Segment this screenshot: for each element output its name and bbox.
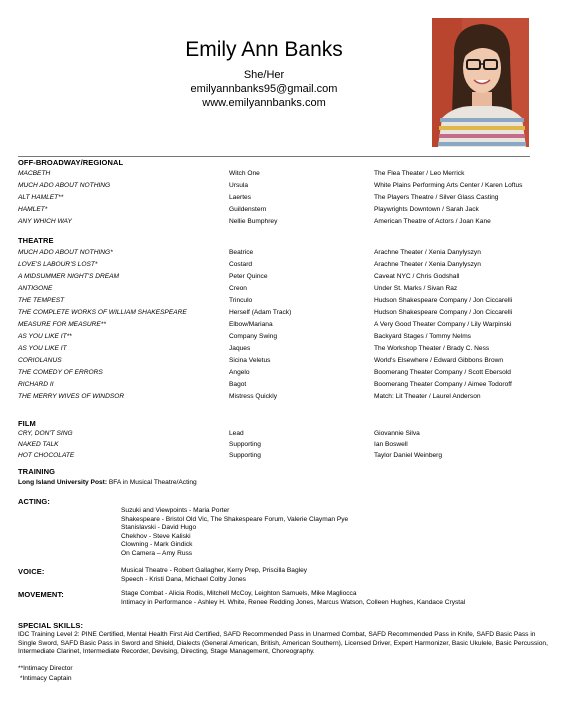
credit-role: Witch One xyxy=(229,170,260,177)
film-heading: FILM xyxy=(18,419,36,428)
credit-company: Boomerang Theater Company / Scott Ebersold xyxy=(374,369,511,376)
training-line: Suzuki and Viewpoints - Maria Porter xyxy=(121,507,230,514)
credit-company: White Plains Performing Arts Center / Karen Loftus xyxy=(374,182,523,189)
credit-role: Bagot xyxy=(229,381,247,388)
training-school xyxy=(18,479,197,486)
acting-heading: ACTING: xyxy=(18,497,50,506)
credit-title: THE COMPLETE WORKS OF WILLIAM SHAKESPEARE xyxy=(18,309,187,316)
special-skills-text: IDC Training Level 2: PINE Certified, Mental Health First Aid Certified, SAFD Recommended Pass in Unarmed Combat, SAFD Recommended Pass in Knife, SAFD Basic Pass in Single Sword, SAFD Basic Pass in Sword and Shield, Dialects (General American, British, American Southern), Licensed Driver, Expert Harmonizer, Basic Ukulele, Basic Percussion, Intermediate Clarinet, Intermediate Recorder, Devising, Directing, Stage Management, Choreography. xyxy=(18,631,548,656)
credit-row xyxy=(18,273,558,285)
credit-company: Backyard Stages / Tommy Nelms xyxy=(374,333,471,340)
movement-list xyxy=(121,590,561,607)
training-heading: TRAINING xyxy=(18,467,56,476)
credit-company: Under St. Marks / Sivan Raz xyxy=(374,285,458,292)
credit-role: Company Swing xyxy=(229,333,278,340)
credit-title: AS YOU LIKE IT** xyxy=(18,333,72,340)
credit-company: Match: Lit Theater / Laurel Anderson xyxy=(374,393,481,400)
credit-row xyxy=(18,369,558,381)
credit-role: Supporting xyxy=(229,441,261,448)
credit-title: MUCH ADO ABOUT NOTHING xyxy=(18,182,111,189)
credit-company: World's Elsewhere / Edward Gibbons Brown xyxy=(374,357,504,364)
credit-title: HOT CHOCOLATE xyxy=(18,452,75,459)
special-skills-heading: SPECIAL SKILLS: xyxy=(18,621,84,630)
credit-company: Boomerang Theater Company / Aimee Todoroff xyxy=(374,381,512,388)
credit-role: Nellie Bumphrey xyxy=(229,218,278,225)
theatre-heading: THEATRE xyxy=(18,236,54,245)
credit-company: The Workshop Theater / Brady C. Ness xyxy=(374,345,490,352)
credit-role: Peter Quince xyxy=(229,273,268,280)
credit-row xyxy=(18,393,558,405)
credit-title: THE TEMPEST xyxy=(18,297,65,304)
credit-title: ANTIGONE xyxy=(18,285,53,292)
credit-title: THE COMEDY OF ERRORS xyxy=(18,369,103,376)
credit-title: MEASURE FOR MEASURE** xyxy=(18,321,106,328)
credit-company: Taylor Daniel Weinberg xyxy=(374,452,443,459)
credit-role: Elbow/Mariana xyxy=(229,321,273,328)
credit-company: Hudson Shakespeare Company / Jon Ciccarelli xyxy=(374,297,513,304)
website[interactable]: www.emilyannbanks.com xyxy=(202,97,326,109)
credit-row xyxy=(18,333,558,345)
credit-title: CRY, DON'T SING xyxy=(18,430,73,437)
credit-role: Lead xyxy=(229,430,244,437)
training-line: Musical Theatre - Robert Gallagher, Kerry Prep, Priscilla Bagley xyxy=(121,567,308,574)
degree: BFA in Musical Theatre/Acting xyxy=(107,479,197,486)
credit-title: MACBETH xyxy=(18,170,51,177)
credit-row xyxy=(18,249,558,261)
credit-row xyxy=(18,452,558,464)
training-line: Clowning - Mark Gindick xyxy=(121,541,193,549)
credit-title: MUCH ADO ABOUT NOTHING* xyxy=(18,249,113,256)
acting-list xyxy=(121,507,551,559)
training-line: On Camera – Amy Russ xyxy=(121,549,193,557)
credit-row xyxy=(18,321,558,333)
credit-row xyxy=(18,309,558,321)
credit-title: AS YOU LIKE IT xyxy=(18,345,67,352)
credit-row xyxy=(18,285,558,297)
training-line: Chekhov - Steve Kaliski xyxy=(121,532,191,540)
credit-title: THE MERRY WIVES OF WINDSOR xyxy=(18,393,125,400)
credit-company: Playwrights Downtown / Sarah Jack xyxy=(374,206,479,213)
credit-role: Herself (Adam Track) xyxy=(229,309,292,316)
credit-role: Creon xyxy=(229,285,247,292)
credit-row xyxy=(18,206,558,218)
credit-role: Laertes xyxy=(229,194,251,201)
credit-row xyxy=(18,261,558,273)
credit-company: Hudson Shakespeare Company / Jon Ciccarelli xyxy=(374,309,513,316)
credit-title: CORIOLANUS xyxy=(18,357,62,364)
credit-row xyxy=(18,345,558,357)
school-name: Long Island University Post: xyxy=(18,479,108,486)
credit-company: Giovannie Silva xyxy=(374,430,420,437)
credit-row xyxy=(18,194,558,206)
credit-company: Ian Boswell xyxy=(374,441,408,448)
voice-heading: VOICE: xyxy=(18,567,45,576)
credit-role: Trinculo xyxy=(229,297,253,304)
credit-company: The Flea Theater / Leo Merrick xyxy=(374,170,465,177)
credit-title: A MIDSUMMER NIGHT'S DREAM xyxy=(18,273,120,280)
resume-name: Emily Ann Banks xyxy=(185,38,343,61)
off-broadway-heading: OFF-BROADWAY/REGIONAL xyxy=(18,158,124,167)
credit-row xyxy=(18,381,558,393)
credit-role: Guildenstern xyxy=(229,206,267,213)
credit-company: A Very Good Theater Company / Lily Warpinski xyxy=(374,321,512,328)
credit-row xyxy=(18,218,558,230)
footnote-intimacy-director: **Intimacy Director xyxy=(18,665,73,672)
credit-company: Arachne Theater / Xenia Danylyszyn xyxy=(374,261,481,268)
credit-company: Arachne Theater / Xenia Danylyszyn xyxy=(374,249,481,256)
training-line: Stanislavski - David Hugo xyxy=(121,524,197,532)
credit-title: NAKED TALK xyxy=(18,441,59,448)
credit-title: ANY WHICH WAY xyxy=(18,218,72,225)
credit-role: Mistress Quickly xyxy=(229,393,277,400)
headshot-photo xyxy=(432,18,529,147)
credit-role: Costard xyxy=(229,261,253,268)
credit-role: Ursula xyxy=(229,182,249,189)
training-line: Shakespeare - Bristol Old Vic, The Shakespeare Forum, Valerie Clayman Pye xyxy=(121,515,349,523)
credit-company: American Theatre of Actors / Joan Kane xyxy=(374,218,491,225)
training-line: Intimacy in Performance - Ashley H. White, Renee Redding Jones, Marcus Watson, Colleen Hughes, Kandace Crystal xyxy=(121,598,466,606)
footnote-intimacy-captain: *Intimacy Captain xyxy=(18,675,72,682)
credit-title: HAMLET* xyxy=(18,206,48,213)
email[interactable]: emilyannbanks95@gmail.com xyxy=(190,83,338,95)
training-line: Stage Combat - Alicia Rodis, Mitchell McCoy, Leighton Samuels, Mike Magliocca xyxy=(121,590,357,597)
credit-row xyxy=(18,170,558,182)
credit-company: The Players Theatre / Silver Glass Casting xyxy=(374,194,499,201)
pronouns: She/Her xyxy=(243,69,285,81)
credit-role: Supporting xyxy=(229,452,261,459)
credit-row xyxy=(18,182,558,194)
credit-role: Angelo xyxy=(229,369,250,376)
credit-role: Jaques xyxy=(229,345,251,352)
credit-company: Caveat NYC / Chris Godshall xyxy=(374,273,460,280)
credit-row xyxy=(18,357,558,369)
movement-heading: MOVEMENT: xyxy=(18,590,64,599)
credit-title: RICHARD II xyxy=(18,381,54,388)
credit-role: Sicina Veletus xyxy=(229,357,271,364)
training-line: Speech - Kristi Dana, Michael Colby Jones xyxy=(121,575,246,583)
credit-title: LOVE'S LABOUR'S LOST* xyxy=(18,261,98,268)
credit-title: ALT HAMLET** xyxy=(18,194,64,201)
credit-row xyxy=(18,297,558,309)
voice-list xyxy=(121,567,551,584)
header-divider xyxy=(18,156,530,157)
credit-role: Beatrice xyxy=(229,249,254,256)
